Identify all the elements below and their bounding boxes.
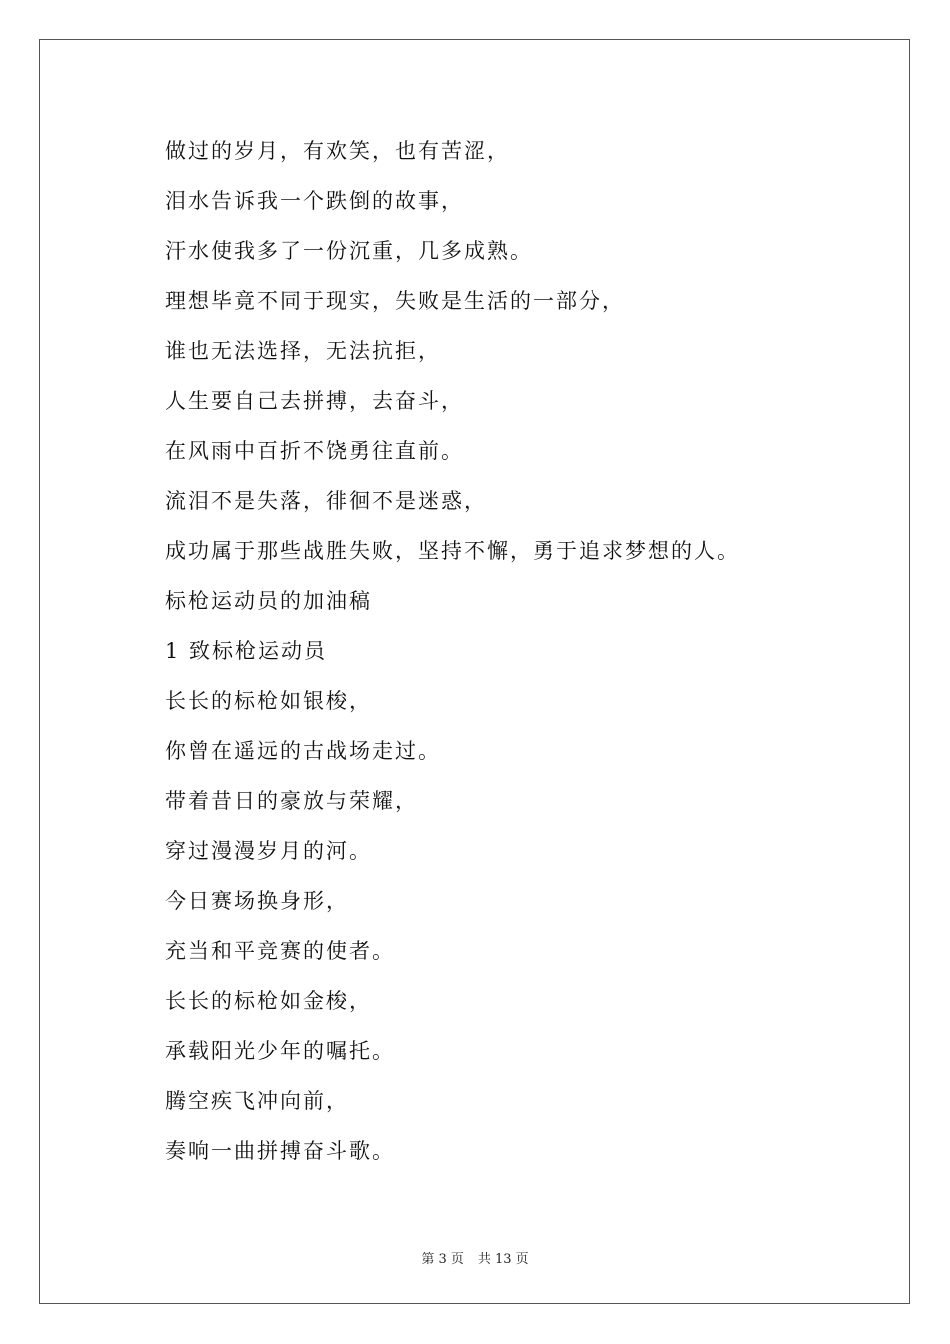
text-line: 奏响一曲拼搏奋斗歌。 bbox=[165, 1139, 395, 1163]
text-line: 你曾在遥远的古战场走过。 bbox=[165, 739, 441, 763]
text-line: 理想毕竟不同于现实，失败是生活的一部分， bbox=[165, 289, 625, 313]
text-line: 人生要自己去拼搏，去奋斗， bbox=[165, 389, 464, 413]
text-line: 今日赛场换身形， bbox=[165, 889, 349, 913]
text-line: 承载阳光少年的嘱托。 bbox=[165, 1039, 395, 1063]
text-line: 泪水告诉我一个跌倒的故事， bbox=[165, 189, 464, 213]
text-line: 成功属于那些战胜失败，坚持不懈，勇于追求梦想的人。 bbox=[165, 539, 740, 563]
text-line: 长长的标枪如金梭， bbox=[165, 989, 372, 1013]
total-pages: 共 13 页 bbox=[477, 1252, 529, 1267]
page-footer bbox=[0, 1248, 950, 1267]
text-line: 谁也无法选择，无法抗拒， bbox=[165, 339, 441, 363]
text-line: 汗水使我多了一份沉重，几多成熟。 bbox=[165, 239, 533, 263]
document-body bbox=[165, 126, 885, 1176]
text-line: 长长的标枪如银梭， bbox=[165, 689, 372, 713]
text-line: 充当和平竞赛的使者。 bbox=[165, 939, 395, 963]
text-line: 做过的岁月，有欢笑，也有苦涩， bbox=[165, 139, 510, 163]
text-line: 在风雨中百折不饶勇往直前。 bbox=[165, 439, 464, 463]
text-line: 穿过漫漫岁月的河。 bbox=[165, 839, 372, 863]
page-number: 第 3 页 bbox=[421, 1252, 464, 1267]
text-line: 腾空疾飞冲向前， bbox=[165, 1089, 349, 1113]
poem-title: 1 致标枪运动员 bbox=[165, 639, 328, 663]
text-line: 带着昔日的豪放与荣耀， bbox=[165, 789, 418, 813]
text-line: 流泪不是失落，徘徊不是迷惑， bbox=[165, 489, 487, 513]
section-title: 标枪运动员的加油稿 bbox=[165, 589, 372, 613]
